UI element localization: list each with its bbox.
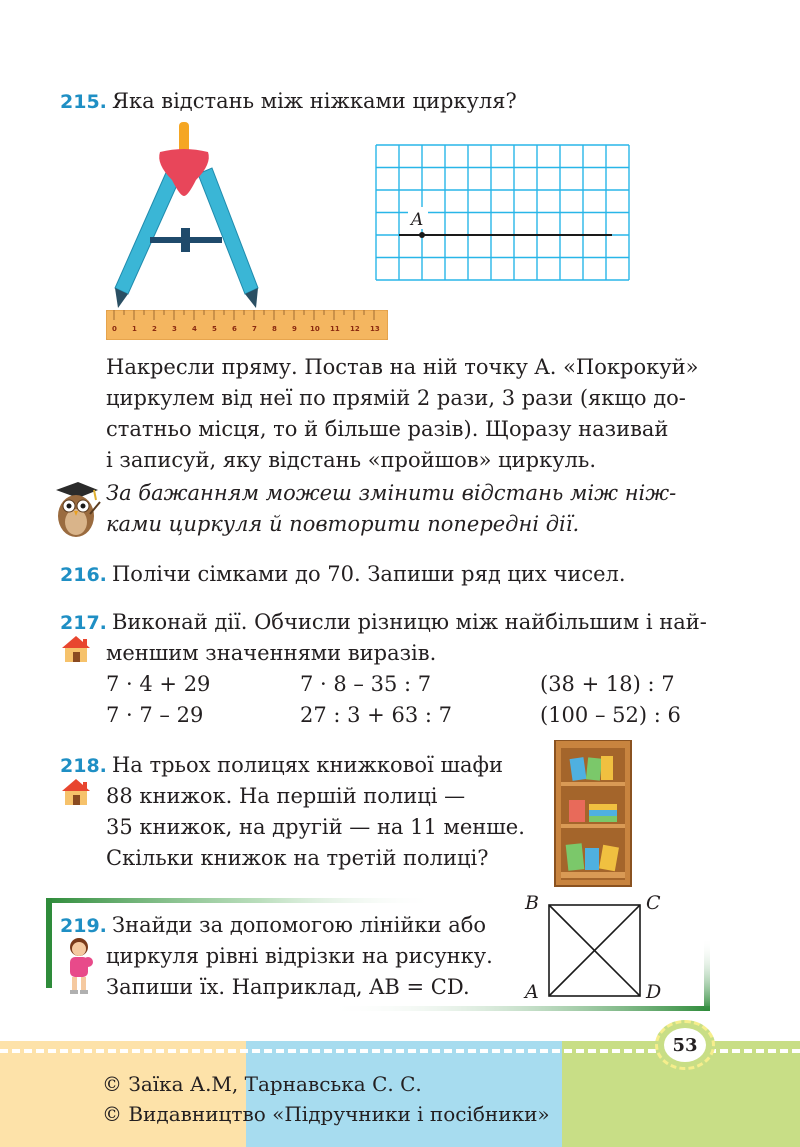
ruler [106, 310, 388, 340]
expression: 7 · 7 – 29 [106, 703, 204, 727]
task-number: 218. [60, 755, 107, 777]
expression: (100 – 52) : 6 [540, 703, 681, 727]
task-number: 216. [60, 564, 107, 586]
copyright-publisher: © Видавництво «Підручники і посібники» [102, 1102, 550, 1126]
point-a [419, 232, 425, 238]
ruler-tick-label: 13 [370, 325, 380, 333]
ruler-tick-label: 10 [310, 325, 320, 333]
ruler-tick-label: 11 [330, 325, 340, 333]
label-b: B [525, 892, 539, 914]
task-216 [60, 559, 626, 590]
square-diagram [520, 888, 670, 1006]
task-215-instructions [106, 352, 706, 476]
ruler-tick-label: 6 [232, 325, 237, 333]
ruler-tick-label: 3 [172, 325, 177, 333]
task-218-heading [60, 750, 503, 781]
ruler-tick-label: 9 [292, 325, 297, 333]
home-task-icon [60, 634, 92, 664]
ruler-tick-label: 8 [272, 325, 277, 333]
task-215-hint [106, 478, 706, 540]
instruction-line: і записуй, яку відстань «пройшов» циркуль. [106, 448, 597, 472]
ruler-tick-label: 0 [112, 325, 117, 333]
owl-teacher-icon [50, 478, 102, 540]
task-text-line: Знайди за допомогою лінійки або [111, 913, 486, 937]
task-217-heading [60, 607, 707, 638]
expression: 27 : 3 + 63 : 7 [300, 703, 452, 727]
hint-line: За бажанням можеш змінити відстань між ніж- [106, 481, 677, 505]
ruler-tick-label: 1 [132, 325, 137, 333]
task-text-line: 35 книжок, на другій — на 11 менше. [106, 815, 525, 839]
task-text-line: Запиши їх. Наприклад, AB = CD. [106, 975, 470, 999]
ruler-tick-labels [106, 325, 388, 339]
instruction-line: статньо місця, то й більше разів). Щоразу називай [106, 417, 669, 441]
instruction-line: Накресли пряму. Постав на ній точку A. «Покрокуй» [106, 355, 699, 379]
ruler-tick-label: 12 [350, 325, 360, 333]
expression: (38 + 18) : 7 [540, 672, 675, 696]
task-number: 217. [60, 612, 107, 634]
grid-with-point [374, 143, 632, 283]
instruction-line: циркулем від неї по прямій 2 рази, 3 рази (якщо до- [106, 386, 686, 410]
task-text: Полічи сімками до 70. Запиши ряд цих чисел. [111, 562, 626, 586]
task-question: Яка відстань між ніжками циркуля? [111, 89, 517, 113]
task-text-line: 88 книжок. На першій полиці — [106, 784, 466, 808]
bookshelf-illustration [553, 740, 633, 888]
task-text-line: меншим значеннями виразів. [106, 641, 437, 665]
task-text-line: циркуля рівні відрізки на рисунку. [106, 944, 493, 968]
label-c: C [646, 892, 661, 914]
ruler-tick-label: 4 [192, 325, 197, 333]
compass-illustration [100, 118, 300, 318]
task-number: 219. [60, 915, 107, 937]
task-219-heading [60, 910, 486, 941]
task-text-line: Виконай дії. Обчисли різницю між найбільшим і най- [111, 610, 707, 634]
page-number: 53 [672, 1034, 698, 1056]
label-d: D [646, 981, 662, 1003]
ruler-tick-label: 2 [152, 325, 157, 333]
task-text-line: Скільки книжок на третій полиці? [106, 846, 489, 870]
task-text-line: На трьох полицях книжкової шафи [111, 753, 503, 777]
expression: 7 · 4 + 29 [106, 672, 211, 696]
copyright-authors: © Заїка А.М, Тарнавська С. С. [102, 1072, 422, 1096]
home-task-icon [60, 777, 92, 807]
label-a: A [525, 981, 539, 1003]
hint-line: ками циркуля й повторити попередні дії. [106, 512, 580, 536]
task-215-heading [60, 86, 517, 117]
ruler-tick-label: 5 [212, 325, 217, 333]
page-number-inner [664, 1028, 706, 1062]
point-a-label: A [411, 210, 424, 230]
task-number: 215. [60, 91, 107, 113]
expression: 7 · 8 – 35 : 7 [300, 672, 432, 696]
girl-character-icon [62, 936, 96, 996]
ruler-tick-label: 7 [252, 325, 257, 333]
